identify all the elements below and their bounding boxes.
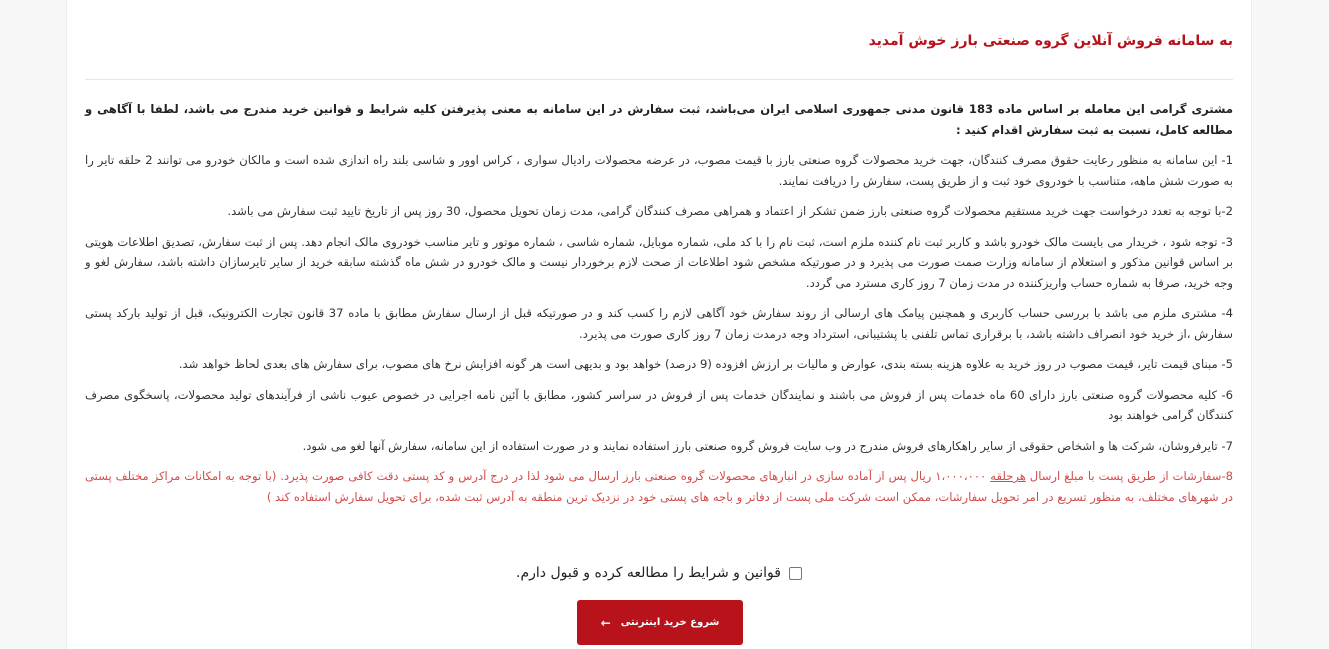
agreement-checkbox[interactable] <box>789 567 802 580</box>
terms-item-1: 1- این سامانه به منظور رعایت حقوق مصرف کنندگان، جهت خرید محصولات گروه صنعتی بارز با قیمت مصوب، در عرضه محصولات رادیال سواری ، کراس اوور و شاسی بلند راه اندازی شده است و مالکان خودرو می توانند 2 حلقه تایر را به صورت شش ماهه، متناسب با خودروی خود ثبت و از طریق پست، سفارش را دریافت نمایند. <box>85 153 1233 188</box>
terms-intro: مشتری گرامی این معامله بر اساس ماده 183 قانون مدنی جمهوری اسلامی ایران می‌باشد، ثبت سفارش در این سامانه به معنی پذیرفتن کلیه شرایط و قوانین خرید مندرج می باشد، لطفا با آگاهی و مطالعه کامل، نسبت به ثبت سفارش اقدام کنید : <box>85 102 1233 137</box>
terms-item-7: 7- تایرفروشان، شرکت ها و اشخاص حقوقی از سایر راهکارهای فروش مندرج در وب سایت فروش گروه صنعتی بارز استفاده نمایند و در صورت استفاده از این سامانه، سفارش آنها لغو می شود. <box>302 438 1233 453</box>
terms-item-5: 5- مبنای قیمت تایر، قیمت مصوب در روز خرید به علاوه هزینه بسته بندی، عوارض و مالیات بر ارزش افزوده (9 درصد) خواهد بود و بدیهی است هر گونه افزایش نرخ های مصوب، برای سفارش های بعدی لحاظ خواهد شد. <box>178 357 1233 371</box>
terms-item-6: 6- کلیه محصولات گروه صنعتی بارز دارای 60 ماه خدمات پس از فروش می باشند و نمایندگان خدمات پس از فروش در سراسر کشور، مطابق با آئین نامه اجرایی در خصوص عیوب ناشی از فرآیندهای تولید محصولات، پاسخگوی مصرف کنندگان گرامی خواهند بود <box>85 387 1233 422</box>
terms-item-2: 2-با توجه به تعدد درخواست جهت خرید مستقیم محصولات گروه صنعتی بارز ضمن تشکر از اعتماد و همراهی مصرف کنندگان گرامی، مدت زمان تحویل محصول، 30 روز پس از تاریخ تایید ثبت سفارش می باشد. <box>227 204 1233 218</box>
terms-item-8-shipping-note <box>85 466 1233 507</box>
page-title: به سامانه فروش آنلاین گروه صنعتی بارز خوش آمدید <box>868 33 1233 49</box>
terms-item-4: 4- مشتری ملزم می باشد با بررسی حساب کاربری و همچنین پیامک های ارسالی از روند سفارش خود آگاهی لازم را کسب کند و در صورتیکه قبل از ارسال سفارش مطابق با ماده 37 قانون تجارت الکترونیک، قبل از تولید بارکد پستی سفارش ،از خرید خود انصراف داشته باشد، با برقراری تماس تلفنی با پشتیبانی، استرداد وجه درمدت زمان 7 روز کاری صورت می پذیرد. <box>85 306 1233 341</box>
agreement-row[interactable] <box>67 565 1251 581</box>
terms-card <box>66 0 1252 649</box>
terms-content <box>85 99 1233 517</box>
terms-item-3: 3- توجه شود ، خریدار می بایست مالک خودرو باشد و کاربر ثبت نام کننده ملزم است، ثبت نام را با کد ملی، شماره موبایل، شماره شاسی ، شماره موتور و تایر مناسب خودروی مالک انجام دهد. پس از ثبت سفارش، تصدیق اطلاعات هویتی بر اساس قوانین مذکور و استعلام از سامانه وزارت صمت صورت می پذیرد و در صورتیکه مشخص شود اطلاعات از صحت لازم برخوردار نیست و مالک خودرو در شش ماه گذشته سابقه خرید از سایر تایرسازان داشته باشد، سفارش لغو و وجه خرید، صرفا به شماره حساب واریزکننده در مدت زمان 7 روز کاری مسترد می گردد. <box>85 234 1233 290</box>
shipping-note-start: 8-سفارشات از طریق پست با مبلغ ارسال <box>1025 469 1234 483</box>
shipping-note-end: ۱،۰۰۰،۰۰۰ ریال پس از آماده سازی در انبارهای محصولات گروه صنعتی بارز ارسال می شود لذا در درج آدرس و کد پستی دقت کافی صورت پذیرد. (با توجه به امکانات مراکز مختلف پستی در شهرهای مختلف، به منظور تسریع در امر تحویل سفارشات، ممکن است شرکت ملی پست از دفاتر و باجه های پستی خود در نزدیک ترین منطقه به آدرس ثبت شده، برای تحویل سفارش استفاده کند ) <box>85 469 1233 504</box>
agreement-label: قوانین و شرایط را مطالعه کرده و قبول دارم. <box>516 565 781 581</box>
start-button-label: شروع خرید اینترنتی <box>620 617 720 628</box>
shipping-note-underlined: هرحلقه <box>990 469 1026 483</box>
title-divider <box>85 79 1233 80</box>
arrow-left-icon: ← <box>600 615 611 630</box>
start-online-purchase-button[interactable] <box>577 600 743 645</box>
